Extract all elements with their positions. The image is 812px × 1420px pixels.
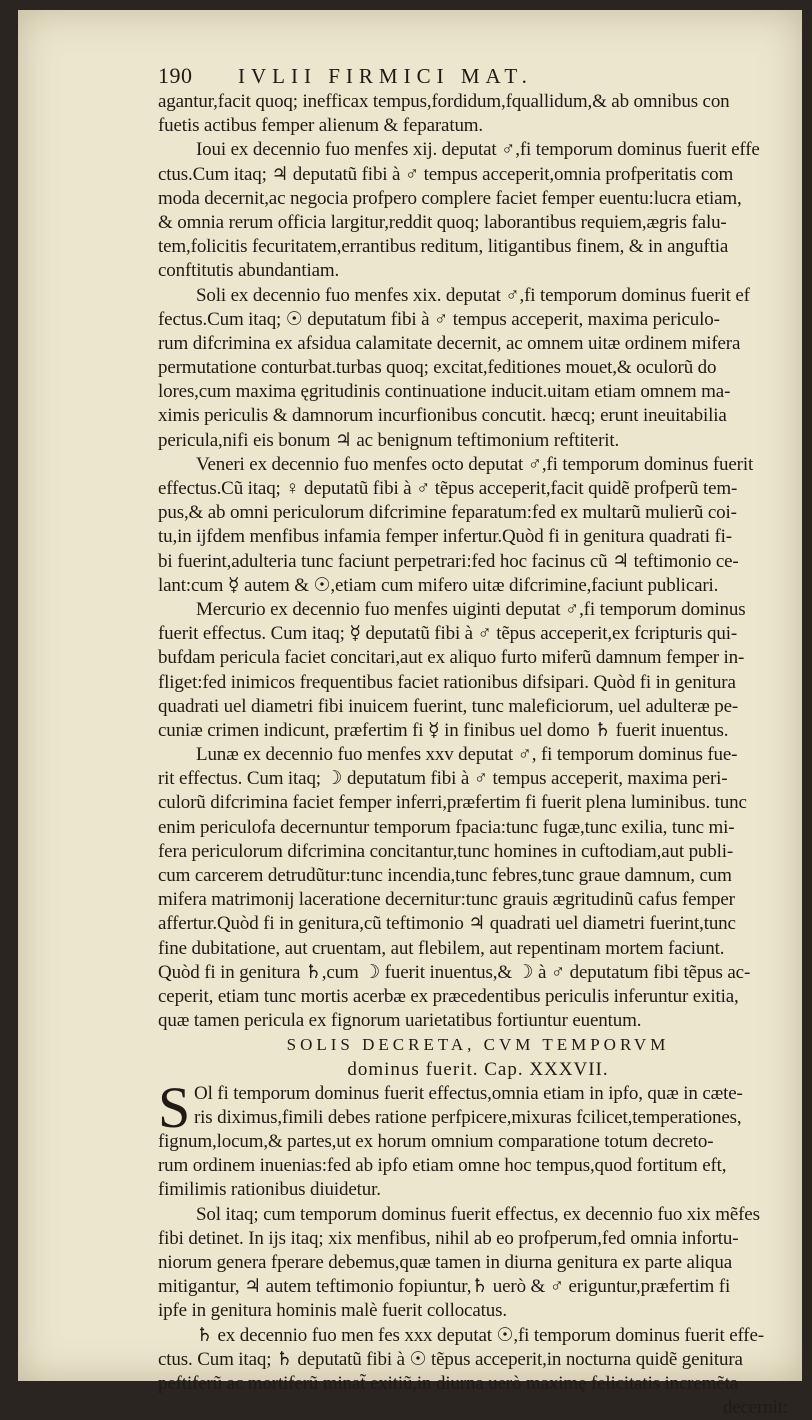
text-line: tem,folicitis fecuritatem,errantibus reditum, litigantibus finem, & in anguftia — [158, 236, 729, 258]
text-line: Quòd fi in genitura ♄,cum ☽ fuerit inuentus,& ☽ à ♂ deputatum fibi tẽpus ac- — [158, 961, 751, 983]
paragraph-venus — [158, 453, 798, 598]
text-line: & omnia rerum officia largitur,reddit quoq; laborantibus requiem,ægris falu- — [158, 211, 727, 233]
text-line: fuerit effectus. Cum itaq; ☿ deputatũ fibi à ♂ tẽpus acceperit,ex fcripturis qui- — [158, 623, 737, 645]
text-line: ♄ ex decennio fuo men fes xxx deputat ☉,fi temporum dominus fuerit effe- — [196, 1324, 764, 1346]
text-line: quadrati uel diametri fibi inuicem fuerint, tunc maleficiorum, uel adulteræ pe- — [158, 695, 739, 717]
text-line: fimilimis rationibus diuidetur. — [158, 1179, 381, 1201]
text-line: bufdam pericula faciet concitari,aut ex aliquo furto miferũ damnum femper in- — [158, 647, 745, 669]
text-line: cum carcerem detrudũtur:tunc incendia,tunc febres,tunc graue damnum, cum — [158, 865, 732, 886]
paragraph-sun — [158, 284, 798, 453]
text-line: ctus.Cum itaq; ♃ deputatũ fibi à ♂ tempus acceperit,omnia profperitatis com — [158, 163, 734, 185]
text-line: fliget:fed inimicos frequentibus faciet rationibus difsipari. Quòd fi in genitura — [158, 671, 736, 693]
text-line: ceperit, etiam tunc mortis acerbæ ex præcedentibus periculis inferuntur exitia, — [158, 985, 739, 1007]
paragraph-jupiter — [158, 138, 798, 283]
text-line: fibi detinet. In ijs itaq; xix menfibus, nihil ab eo profperum,fed omnia infortu- — [158, 1227, 739, 1249]
paragraph-sun-itaque — [158, 1203, 798, 1324]
text-line: peftiferũ ac mortiferũ minat̃ exitiũ,in diurna uerò maximę felicitatis incremẽta — [158, 1372, 739, 1394]
book-page — [18, 10, 802, 1419]
text-line: ximis periculis & damnorum incurfionibus concutit. hæcq; erunt ineuitabilia — [158, 405, 727, 427]
drop-capital: S — [158, 1074, 191, 1140]
paragraph-moon — [158, 743, 798, 1033]
paragraph-chapter-opening — [158, 1074, 798, 1203]
text-line: niorum genera fperare debemus,quæ tamen in diurna genitura ex parte aliqua — [158, 1252, 732, 1273]
running-title: IVLII FIRMICI MAT. — [238, 64, 533, 88]
text-line: Sol itaq; cum temporum dominus fuerit effectus, ex decennio fuo xix mẽfes — [196, 1203, 760, 1225]
text-line: agantur,facit quoq; inefficax tempus,fordidum,fquallidum,& ab omnibus con — [158, 91, 730, 112]
text-line: culorũ difcrimina faciet femper inferri,præfertim fi fuerit plena luminibus. tunc — [158, 792, 747, 814]
text-line: Soli ex decennio fuo menfes xix. deputat ♂,fi temporum dominus fuerit ef — [196, 284, 750, 306]
text-line: mitigantur, ♃ autem teftimonio fopiuntur,♄ uerò & ♂ eriguntur,præfertim fi — [158, 1276, 731, 1298]
text-line: bi fuerint,adulteria tunc faciunt perpetrari:fed hoc facinus cũ ♃ teftimonio ce- — [158, 550, 739, 572]
text-line: moda decernit,ac negocia profpero complere faciet femper euentu:lucra etiam, — [158, 187, 742, 209]
text-line: Veneri ex decennio fuo menfes octo deputat ♂,fi temporum dominus fuerit — [196, 453, 754, 475]
text-line: fuetis actibus femper alienum & feparatum. — [158, 115, 484, 137]
text-block — [158, 62, 798, 1420]
text-line: rum difcrimina ex afsidua calamitate decernit, ac omnem uitæ ordinem mifera — [158, 332, 741, 354]
text-line: pericula,nifi eis bonum ♃ ac benignum teftimonium reftiterit. — [158, 429, 620, 451]
text-line: Lunæ ex decennio fuo menfes xxv deputat ♂, fi temporum dominus fue- — [196, 744, 738, 766]
text-line: ctus. Cum itaq; ♄ deputatũ fibi à ☉ tẽpus acceperit,in nocturna quidẽ genitura — [158, 1348, 743, 1370]
text-line: permutatione conturbat.turbas quoq; excitat,feditiones mouet,& oculorũ do — [158, 357, 717, 379]
paragraph-a — [158, 90, 798, 138]
catchword: decernit: — [722, 1397, 788, 1419]
text-line: lant:cum ☿ autem & ☉,etiam cum mifero uitæ difcrimine,faciunt publicari. — [158, 574, 719, 596]
text-line: enim periculofa decernuntur temporum fpacia:tunc fugæ,tunc exilia, tunc mi- — [158, 816, 735, 838]
text-line: rum ordinem inuenias:fed ab ipfo etiam omne hoc tempus,quod fortitum eft, — [158, 1155, 727, 1177]
text-line: fine dubitatione, aut cruentam, aut flebilem, aut repentinam mortem faciunt. — [158, 937, 725, 959]
text-line: lores,cum maxima ęgritudinis continuatione inducit.uitam etiam omnem ma- — [158, 381, 731, 403]
text-line: effectus.Cũ itaq; ♀ deputatũ fibi à ♂ tẽpus acceperit,facit quidẽ profperũ tem- — [158, 478, 738, 499]
chapter-heading-line-2: dominus fuerit. Cap. XXXVII. — [347, 1058, 609, 1080]
text-line: mifera matrimonij laceratione decernitur:tunc grauis ægritudinũ cafus femper — [158, 889, 735, 911]
text-line: tu,in ijfdem menfibus infamia femper infertur.Quòd fi in genitura quadrati fi- — [158, 526, 732, 548]
paragraph-saturn — [158, 1324, 798, 1420]
page-header — [158, 62, 798, 90]
text-line: affertur.Quòd fi in genitura,cũ teftimonio ♃ quadrati uel diametri fuerint,tunc — [158, 913, 736, 935]
paragraph-mercury — [158, 598, 798, 743]
chapter-heading — [158, 1033, 798, 1081]
text-line: conftitutis abundantiam. — [158, 260, 340, 282]
text-line: ipfe in genitura hominis malè fuerit collocatus. — [158, 1300, 507, 1322]
text-line: ris diximus,fimili debes ratione perfpicere,mixuras fcilicet,temperationes, — [194, 1106, 742, 1128]
text-line: Mercurio ex decennio fuo menfes uiginti deputat ♂,fi temporum dominus — [196, 598, 746, 620]
text-line: fectus.Cum itaq; ☉ deputatum fibi à ♂ tempus acceperit, maxima periculo- — [158, 308, 720, 330]
text-line: quæ tamen pericula ex fignorum uarietatibus fortiuntur euentum. — [158, 1010, 642, 1032]
text-line: fignum,locum,& partes,ut ex horum omnium comparatione totum decreto- — [158, 1131, 714, 1153]
text-line: pus,& ab omni periculorum difcrimine feparatum:fed ex multarũ mulierũ coi- — [158, 502, 737, 524]
text-line: Ol fi temporum dominus fuerit effectus,omnia etiam in ipfo, quæ in cæte- — [194, 1082, 743, 1104]
text-line: Ioui ex decennio fuo menfes xij. deputat ♂,fi temporum dominus fuerit effe — [196, 139, 760, 161]
folio-number: 190 — [158, 63, 193, 88]
chapter-heading-line-1: SOLIS DECRETA, CVM TEMPORVM — [286, 1035, 670, 1055]
text-line: fera periculorum difcrimina concitantur,tunc homines in cuftodiam,aut publi- — [158, 840, 734, 862]
text-line: rit effectus. Cum itaq; ☽ deputatum fibi à ♂ tempus acceperit, maxima peri- — [158, 768, 728, 790]
text-line: cuniæ crimen indicunt, præfertim fi ☿ in finibus uel domo ♄ fuerit inuentus. — [158, 719, 729, 741]
